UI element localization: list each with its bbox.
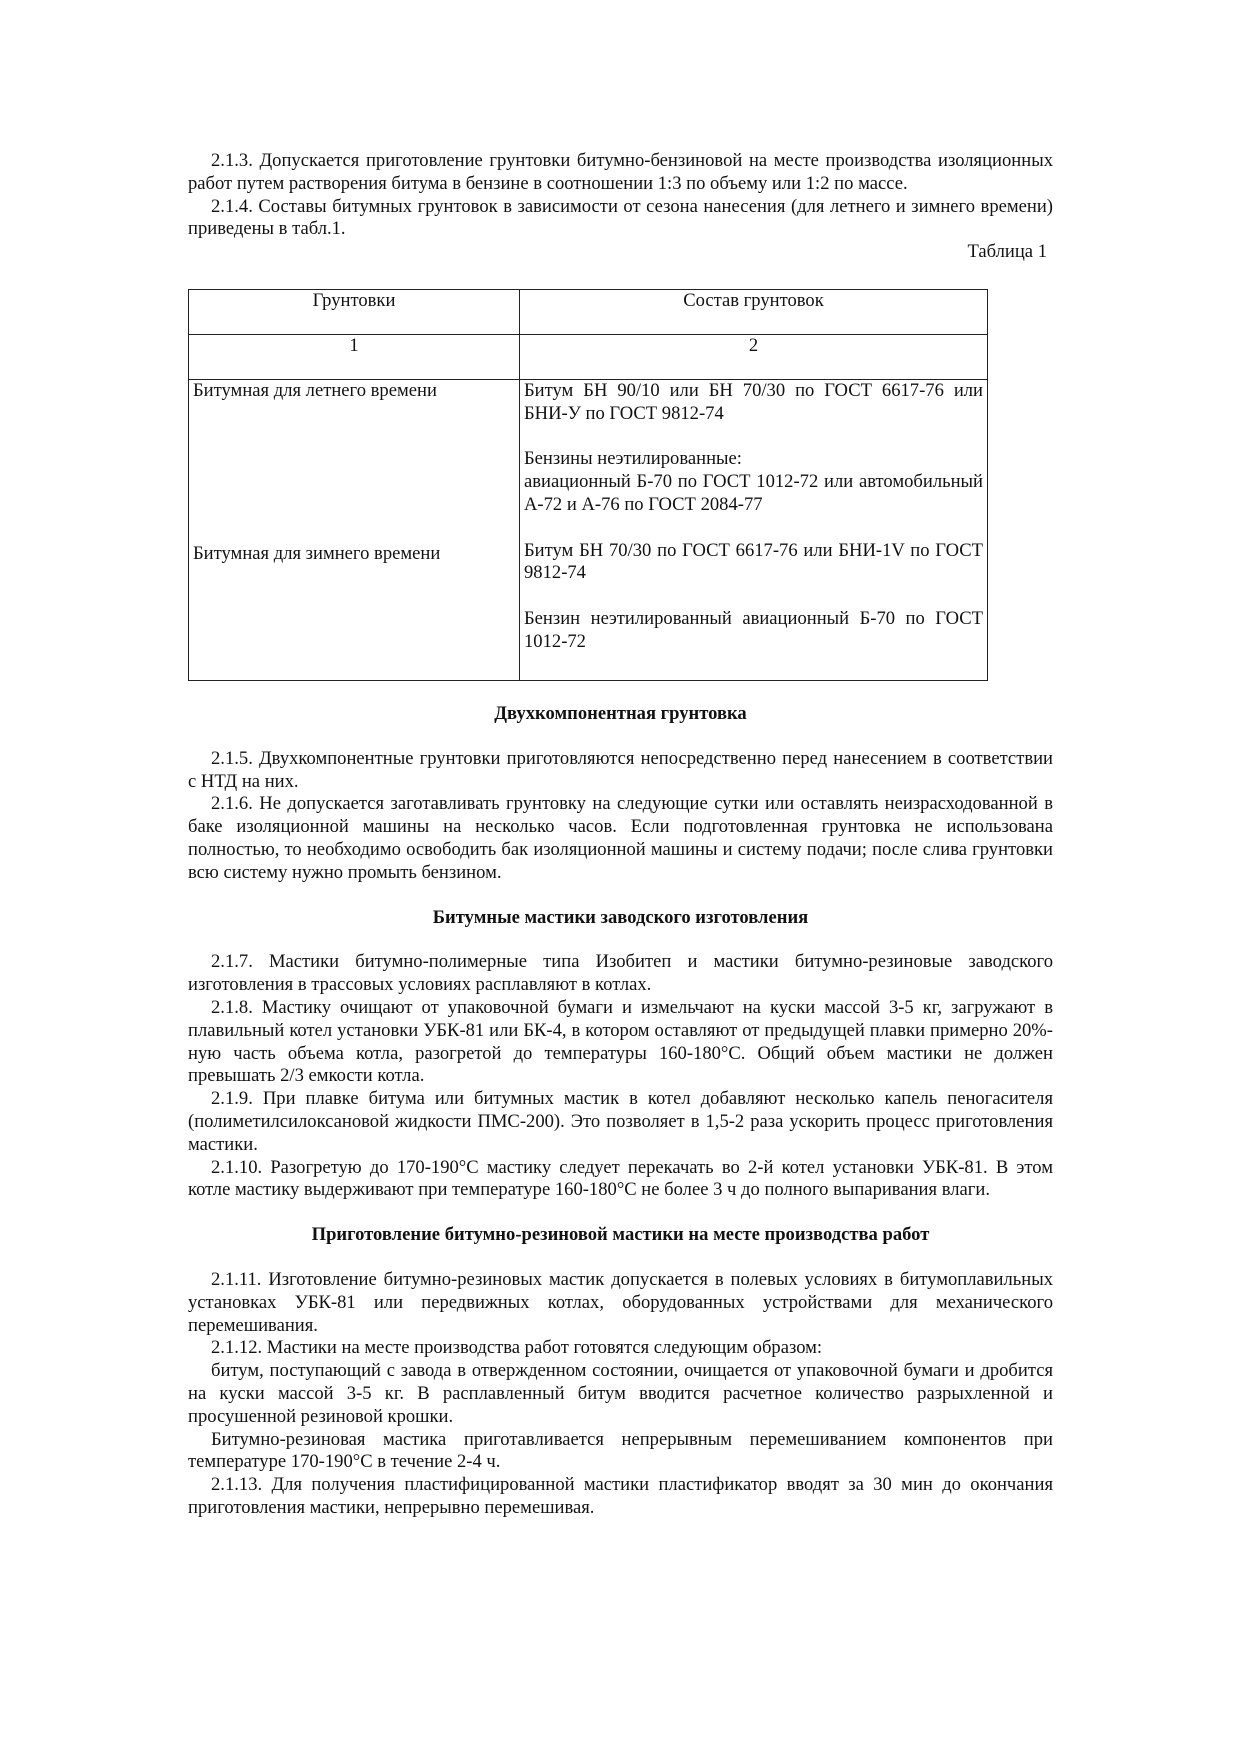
winter-bitumen-text: Битум БН 70/30 по ГОСТ 6617-76 или БНИ-1V по ГОСТ 9812-74 [524,539,983,584]
spacer [524,517,983,540]
section-heading-two-component: Двухкомпонентная грунтовка [494,702,747,724]
table-header-composition: Состав грунтовок [520,289,988,334]
paragraph-2-1-3: 2.1.3. Допускается приготовление грунтовки битумно-бензиновой на месте производства изоляционных работ путем растворения битума в бензине в соотношении 1:3 по объему или 1:2 по массе. [188,150,1053,194]
summer-petrol-title: Бензины неэтилированные: [524,448,742,470]
paragraph-2-1-10: 2.1.10. Разогретую до 170-190°С мастику следует перекачать во 2-й котел установки УБК-81. В этом котле мастику выдерживают при температуре 160-180°С не более 3 ч до полного выпаривания влаги. [188,1156,1053,1201]
spacer [524,654,983,664]
paragraph-2-1-9: 2.1.9. При плавке битума или битумных мастик в котел добавляют несколько капель пеногасителя (полиметилсилоксановой жидкости ПМС-200). Это позволяет в 1,5-2 раза ускорить процесс приготовления мастики. [188,1088,1053,1155]
paragraph-2-1-11: 2.1.11. Изготовление битумно-резиновых мастик допускается в полевых условиях в битумоплавильных установках УБК-81 или передвижных котлах, оборудованных устройствами для механического перемешивания. [188,1268,1053,1336]
primer-summer-label: Битумная для летнего времени [193,379,437,401]
paragraph-2-1-6: 2.1.6. Не допускается заготавливать грунтовку на следующие сутки или оставлять неизрасходованной в баке изоляционной машины на несколько часов. Если подготовленная грунтовка не использована полностью, то необходимо освободить бак изоляционной машины и систему подачи; после слива грунтовки всю систему нужно промыть бензином. [188,793,1053,883]
table-header-primers: Грунтовки [189,289,520,334]
table-primer-names-cell [189,379,520,680]
paragraph-mastic-mixing: Битумно-резиновая мастика приготавливается непрерывным перемешиванием компонентов при температуре 170-190°С в течение 2-4 ч. [188,1428,1053,1473]
section-heading-factory-mastics: Битумные мастики заводского изготовления [432,906,809,928]
document-page [188,150,1053,1520]
table-number-row [189,334,988,379]
table-caption: Таблица 1 [967,241,1047,263]
table-column-number-1: 1 [189,334,520,379]
primer-composition-table [188,289,988,681]
spacer [188,885,1053,907]
spacer [524,585,983,608]
paragraph-2-1-13: 2.1.13. Для получения пластифицированной мастики пластификатор вводят за 30 мин до окончания приготовления мастики, непрерывно перемешивая. [188,1474,1053,1518]
paragraph-2-1-5: 2.1.5. Двухкомпонентные грунтовки приготовляются непосредственно перед нанесением в соответствии с НТД на них. [188,747,1053,792]
paragraph-2-1-8: 2.1.8. Мастику очищают от упаковочной бумаги и измельчают на куски массой 3-5 кг, загружают в плавильный котел установки УБК-81 или БК-4, в котором оставляют от предыдущей плавки примерно 20%-ную часть объема котла, разогретой до температуры 160-180°С. Общий объем мастики не должен превышать 2/3 емкости котла. [188,996,1053,1087]
spacer [188,1202,1053,1224]
paragraph-2-1-7: 2.1.7. Мастики битумно-полимерные типа Изобитеп и мастики битумно-резиновые заводского изготовления в трассовых условиях расплавляют в котлах. [188,951,1053,996]
table-column-number-2: 2 [520,334,988,379]
spacer [188,726,1053,748]
paragraph-bitumen-crushing: битум, поступающий с завода в отвержденном состоянии, очищается от упаковочной бумаги и дробится на куски массой 3-5 кг. В расплавленный битум вводится расчетное количество разрыхленной и просушенной резиновой крошки. [188,1360,1053,1427]
primer-winter-label: Битумная для зимнего времени [193,542,441,564]
spacer [188,929,1053,951]
table-row [189,379,988,680]
spacer [524,426,983,449]
table-header-row [189,289,988,334]
table-composition-cell [520,379,988,680]
winter-petrol-text: Бензин неэтилированный авиационный Б-70 по ГОСТ 1012-72 [524,607,983,652]
paragraph-2-1-12: 2.1.12. Мастики на месте производства работ готовятся следующим образом: [211,1337,823,1359]
summer-bitumen-text: Битум БН 90/10 или БН 70/30 по ГОСТ 6617-76 или БНИ-У по ГОСТ 9812-74 [524,379,983,424]
spacer [188,681,1053,703]
paragraph-2-1-4: 2.1.4. Составы битумных грунтовок в зависимости от сезона нанесения (для летнего и зимнего времени) приведены в табл.1. [188,195,1053,240]
section-heading-onsite-mastic: Приготовление битумно-резиновой мастики на месте производства работ [311,1224,930,1246]
summer-petrol-text: авиационный Б-70 по ГОСТ 1012-72 или автомобильный А-72 и А-76 по ГОСТ 2084-77 [524,471,983,515]
spacer [188,1247,1053,1269]
